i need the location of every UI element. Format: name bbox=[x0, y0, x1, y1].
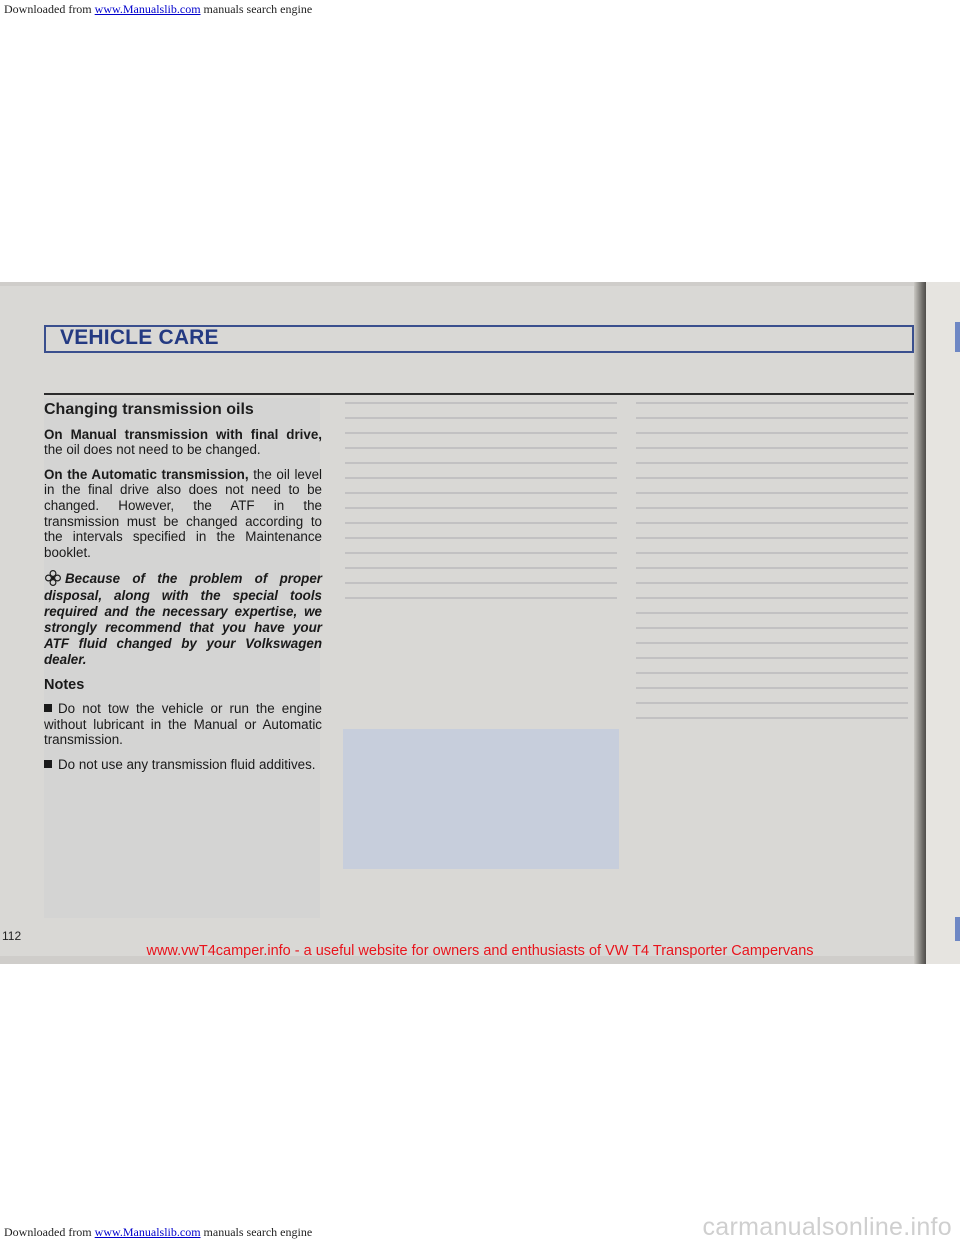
show-through-shaded-box bbox=[343, 729, 619, 869]
text-column bbox=[44, 402, 322, 782]
manualslib-link-bottom[interactable]: www.Manualslib.com bbox=[94, 1225, 201, 1239]
download-note-prefix: Downloaded from bbox=[4, 2, 95, 16]
download-note-bottom bbox=[4, 1225, 312, 1240]
show-through-text-right bbox=[636, 402, 908, 722]
footer-website-note: www.vwT4camper.info - a useful website for owners and enthusiasts of VW T4 Transporter Campervans bbox=[146, 943, 814, 959]
manual-transmission-text: the oil does not need to be changed. bbox=[44, 442, 261, 458]
download-note-suffix: manuals search engine bbox=[200, 1225, 313, 1239]
show-through-text-middle bbox=[345, 402, 617, 612]
manualslib-link-top[interactable]: www.Manualslib.com bbox=[94, 2, 201, 16]
automatic-transmission-paragraph bbox=[44, 467, 322, 561]
right-page-box-tab bbox=[955, 917, 960, 941]
site-watermark: carmanualsonline.info bbox=[702, 1213, 952, 1241]
scanned-page-spread bbox=[0, 282, 960, 964]
download-note-top bbox=[4, 2, 312, 17]
note-text: Do not tow the vehicle or run the engine without lubricant in the Manual or Automatic transmission. bbox=[44, 701, 322, 748]
automatic-transmission-text: the oil level in the final drive also does not need to be changed. However, the ATF in the transmission must be changed according to the intervals specified in the Maintenance booklet. bbox=[44, 466, 322, 560]
environment-tip-text: Because of the problem of proper disposal, along with the special tools required and the necessary expertise, we strongly recommend that you have your ATF fluid changed by your Volkswagen dealer. bbox=[44, 571, 322, 668]
section-title: Changing transmission oils bbox=[44, 401, 254, 418]
header-rule bbox=[44, 393, 914, 395]
environment-tip bbox=[44, 569, 322, 668]
page-number: 112 bbox=[2, 929, 22, 943]
right-page-header-tab bbox=[955, 322, 960, 352]
manual-transmission-lead: On Manual transmission with final drive, bbox=[44, 426, 322, 442]
section-header-title: VEHICLE CARE bbox=[60, 326, 219, 349]
download-note-suffix: manuals search engine bbox=[200, 2, 313, 16]
manual-transmission-paragraph bbox=[44, 427, 322, 458]
right-page-edge bbox=[926, 282, 960, 964]
note-text: Do not use any transmission fluid additives. bbox=[58, 756, 316, 772]
flower-icon bbox=[44, 569, 62, 587]
note-item bbox=[44, 701, 322, 748]
notes-title: Notes bbox=[44, 676, 85, 693]
automatic-transmission-lead: On the Automatic transmission, bbox=[44, 466, 249, 482]
download-note-prefix: Downloaded from bbox=[4, 1225, 95, 1239]
note-item bbox=[44, 757, 322, 773]
